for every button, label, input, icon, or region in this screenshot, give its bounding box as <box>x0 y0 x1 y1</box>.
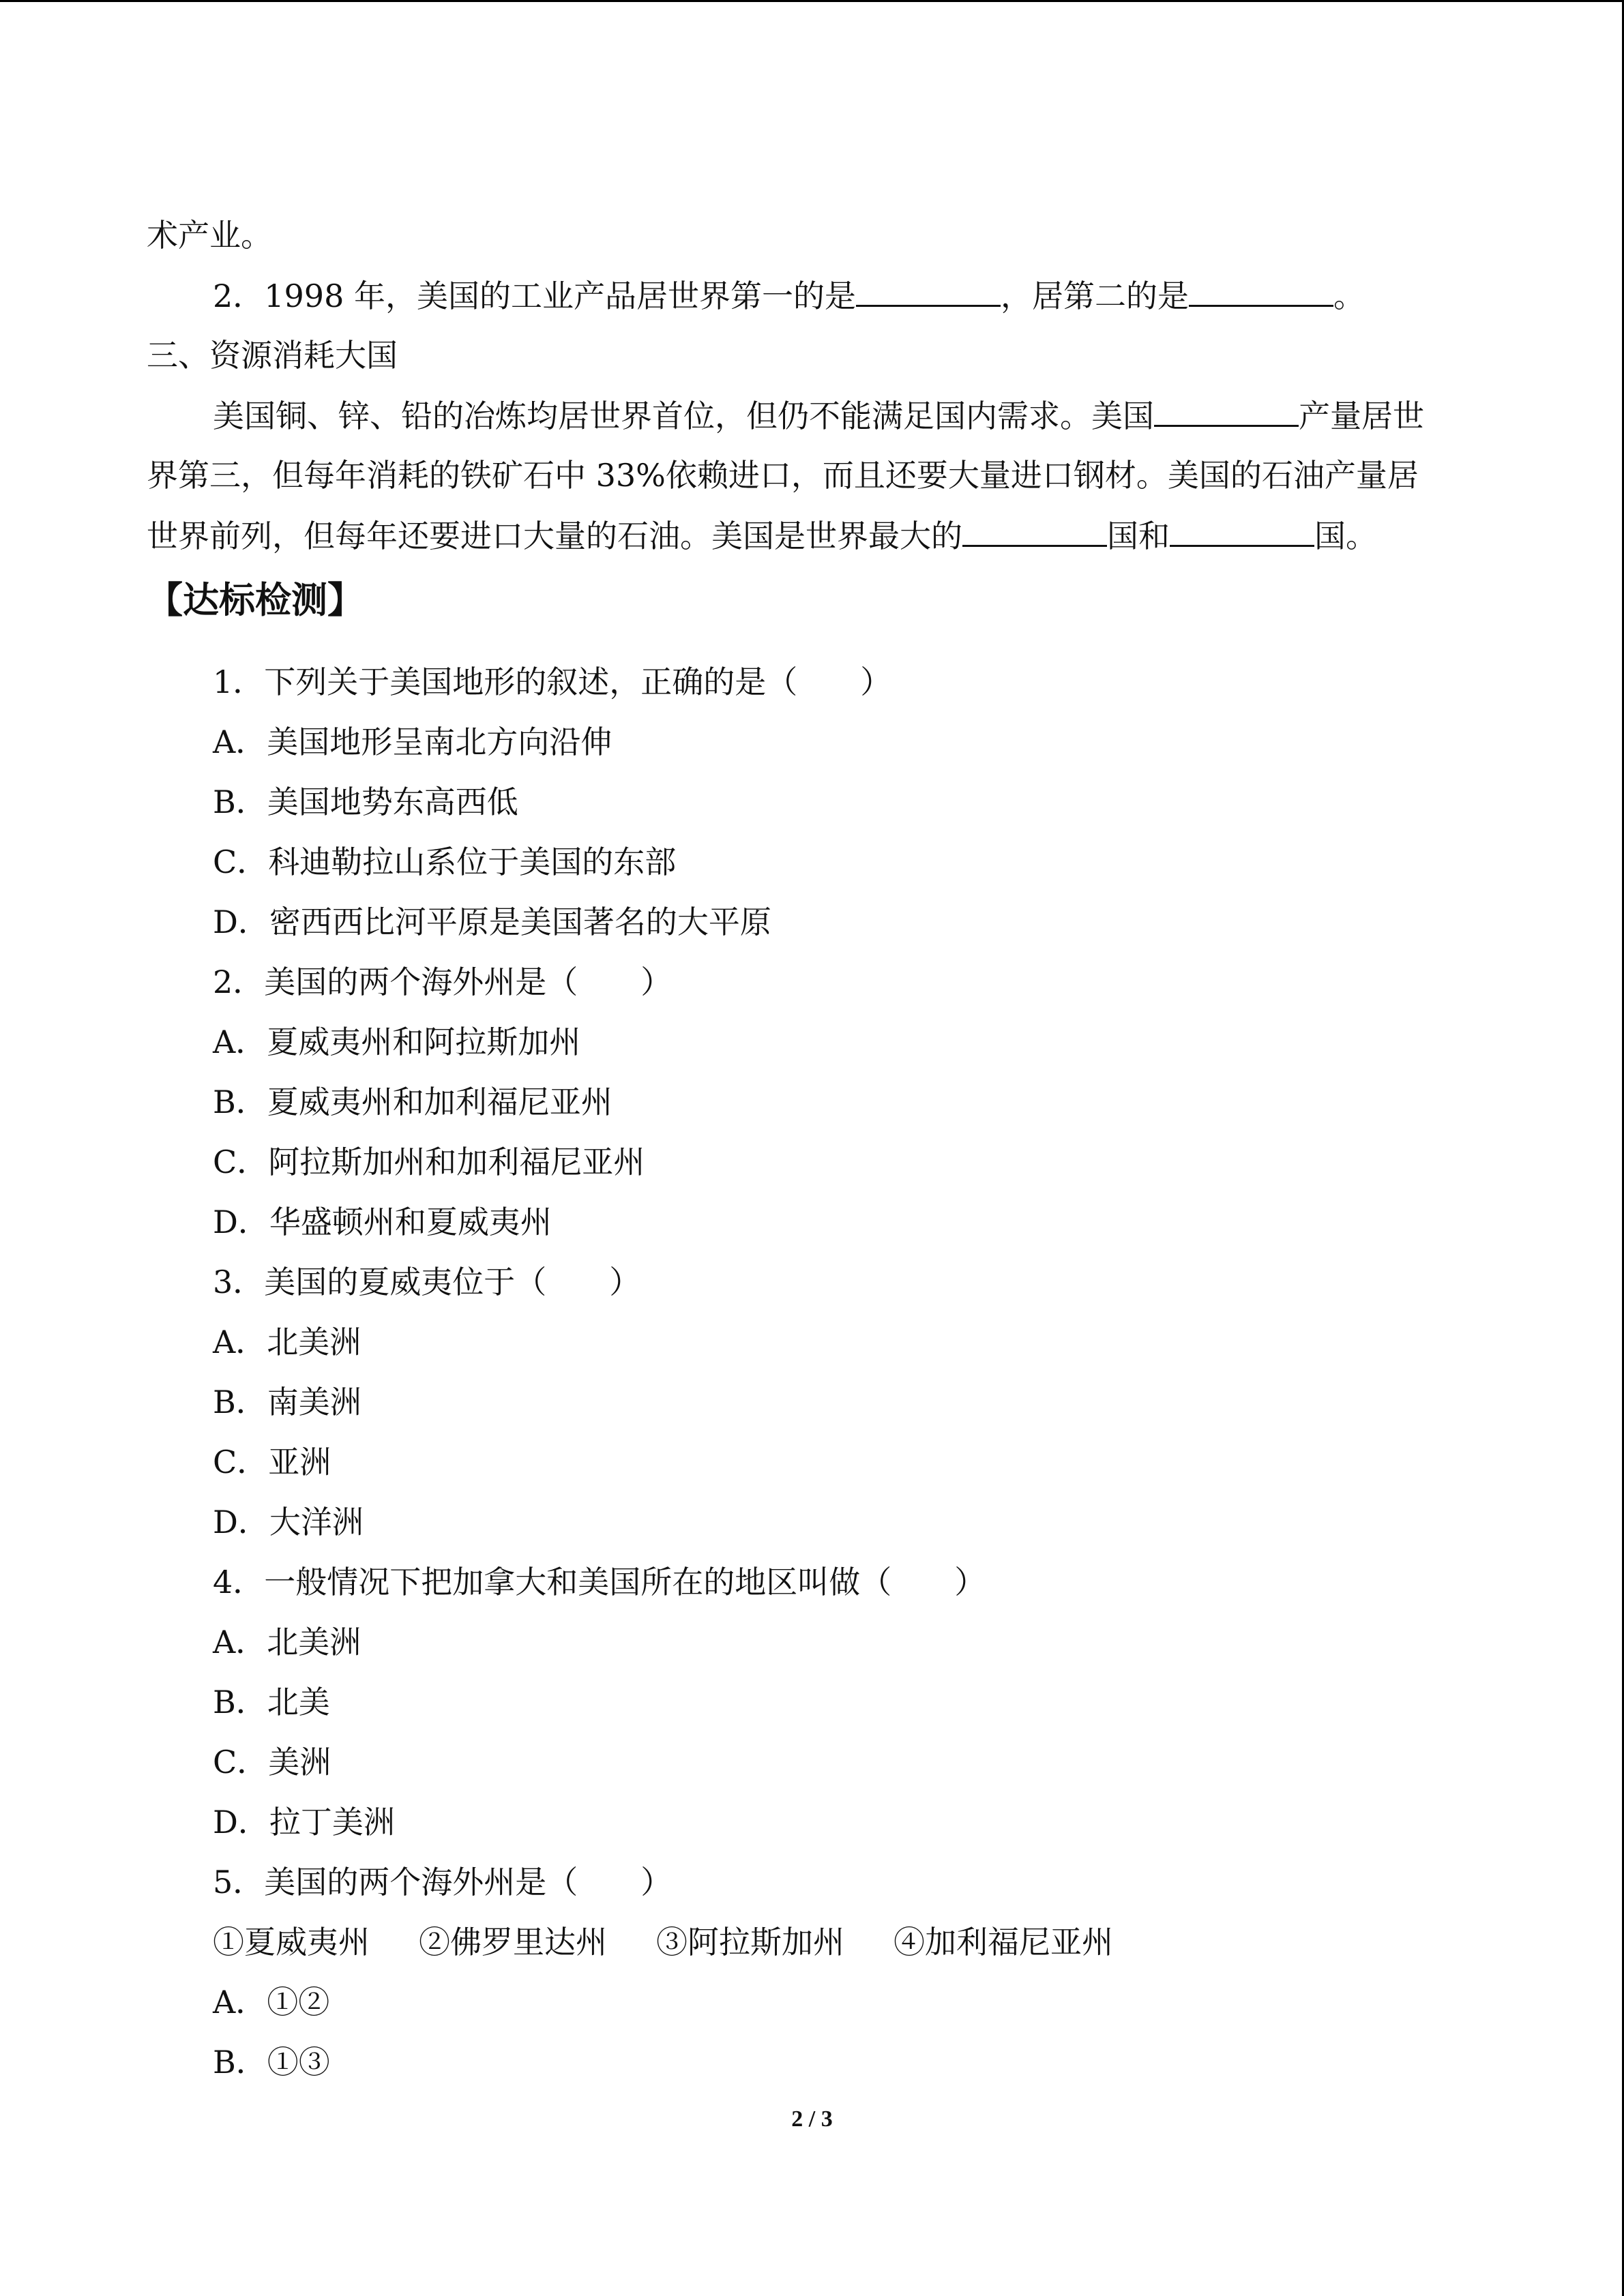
choice-item: ③阿拉斯加州 <box>656 1924 844 1960</box>
text-segment: 世界前列，但每年还要进口大量的石油。美国是世界最大的 <box>147 518 962 554</box>
text-segment: 美国铜、锌、铅的冶炼均居世界首位，但仍不能满足国内需求。美国 <box>213 398 1154 434</box>
question-4-stem: 4．一般情况下把加拿大和美国所在的地区叫做（ ） <box>213 1564 986 1600</box>
page-number: 2 / 3 <box>791 2106 833 2132</box>
paragraph-continuation: 术产业。 <box>147 217 272 254</box>
question-4-option-a[interactable]: A．北美洲 <box>213 1624 361 1660</box>
question-5-choices <box>213 1922 1113 1963</box>
section-3-paragraph-line-1 <box>213 395 1424 436</box>
question-1-option-d[interactable]: D．密西西比河平原是美国著名的大平原 <box>213 904 771 940</box>
answer-blank[interactable] <box>1154 395 1299 427</box>
question-4-option-c[interactable]: C．美洲 <box>213 1744 331 1780</box>
question-3-option-d[interactable]: D．大洋洲 <box>213 1504 364 1540</box>
choice-item: ①夏威夷州 <box>213 1924 370 1960</box>
choice-item: ④加利福尼亚州 <box>894 1924 1113 1960</box>
answer-blank[interactable] <box>962 515 1107 547</box>
question-3-option-a[interactable]: A．北美洲 <box>213 1324 361 1360</box>
question-5-stem: 5．美国的两个海外州是（ ） <box>213 1864 673 1900</box>
question-5-option-b[interactable]: B．①③ <box>213 2044 330 2081</box>
section-3-title: 三、资源消耗大国 <box>147 337 398 374</box>
question-3-option-c[interactable]: C．亚洲 <box>213 1444 331 1480</box>
q2-prefix: 2．1998 年，美国的工业产品居世界第一的是 <box>213 278 856 314</box>
question-3-option-b[interactable]: B．南美洲 <box>213 1384 361 1420</box>
question-3-stem: 3．美国的夏威夷位于（ ） <box>213 1264 641 1300</box>
page-top-border <box>0 0 1624 2</box>
question-2-option-b[interactable]: B．夏威夷州和加利福尼亚州 <box>213 1084 612 1120</box>
choice-item: ②佛罗里达州 <box>419 1924 607 1960</box>
question-2-fill <box>213 275 1365 316</box>
question-2-stem: 2．美国的两个海外州是（ ） <box>213 964 673 1000</box>
question-1-stem: 1．下列关于美国地形的叙述，正确的是（ ） <box>213 664 892 700</box>
test-section-heading: 【达标检测】 <box>147 580 364 621</box>
question-1-option-a[interactable]: A．美国地形呈南北方向沿伸 <box>213 724 612 760</box>
answer-blank[interactable] <box>1170 515 1314 547</box>
question-4-option-d[interactable]: D．拉丁美洲 <box>213 1804 395 1840</box>
question-2-option-d[interactable]: D．华盛顿州和夏威夷州 <box>213 1204 552 1240</box>
question-1-option-c[interactable]: C．科迪勒拉山系位于美国的东部 <box>213 844 677 880</box>
answer-blank[interactable] <box>856 275 1001 307</box>
section-3-paragraph-line-3 <box>147 515 1377 556</box>
text-segment: 国。 <box>1314 518 1377 554</box>
question-2-option-c[interactable]: C．阿拉斯加州和加利福尼亚州 <box>213 1144 645 1180</box>
text-segment: 国和 <box>1107 518 1170 554</box>
q2-suffix: 。 <box>1333 278 1365 314</box>
question-5-option-a[interactable]: A．①② <box>213 1984 330 2021</box>
answer-blank[interactable] <box>1189 275 1333 307</box>
section-3-paragraph-line-2: 界第三，但每年消耗的铁矿石中 33%依赖进口，而且还要大量进口钢材。美国的石油产量居 <box>147 457 1419 494</box>
question-2-option-a[interactable]: A．夏威夷州和阿拉斯加州 <box>213 1024 581 1060</box>
text-segment: 产量居世 <box>1299 398 1424 434</box>
q2-middle: ，居第二的是 <box>1000 278 1189 314</box>
question-1-option-b[interactable]: B．美国地势东高西低 <box>213 784 518 820</box>
question-4-option-b[interactable]: B．北美 <box>213 1684 330 1720</box>
